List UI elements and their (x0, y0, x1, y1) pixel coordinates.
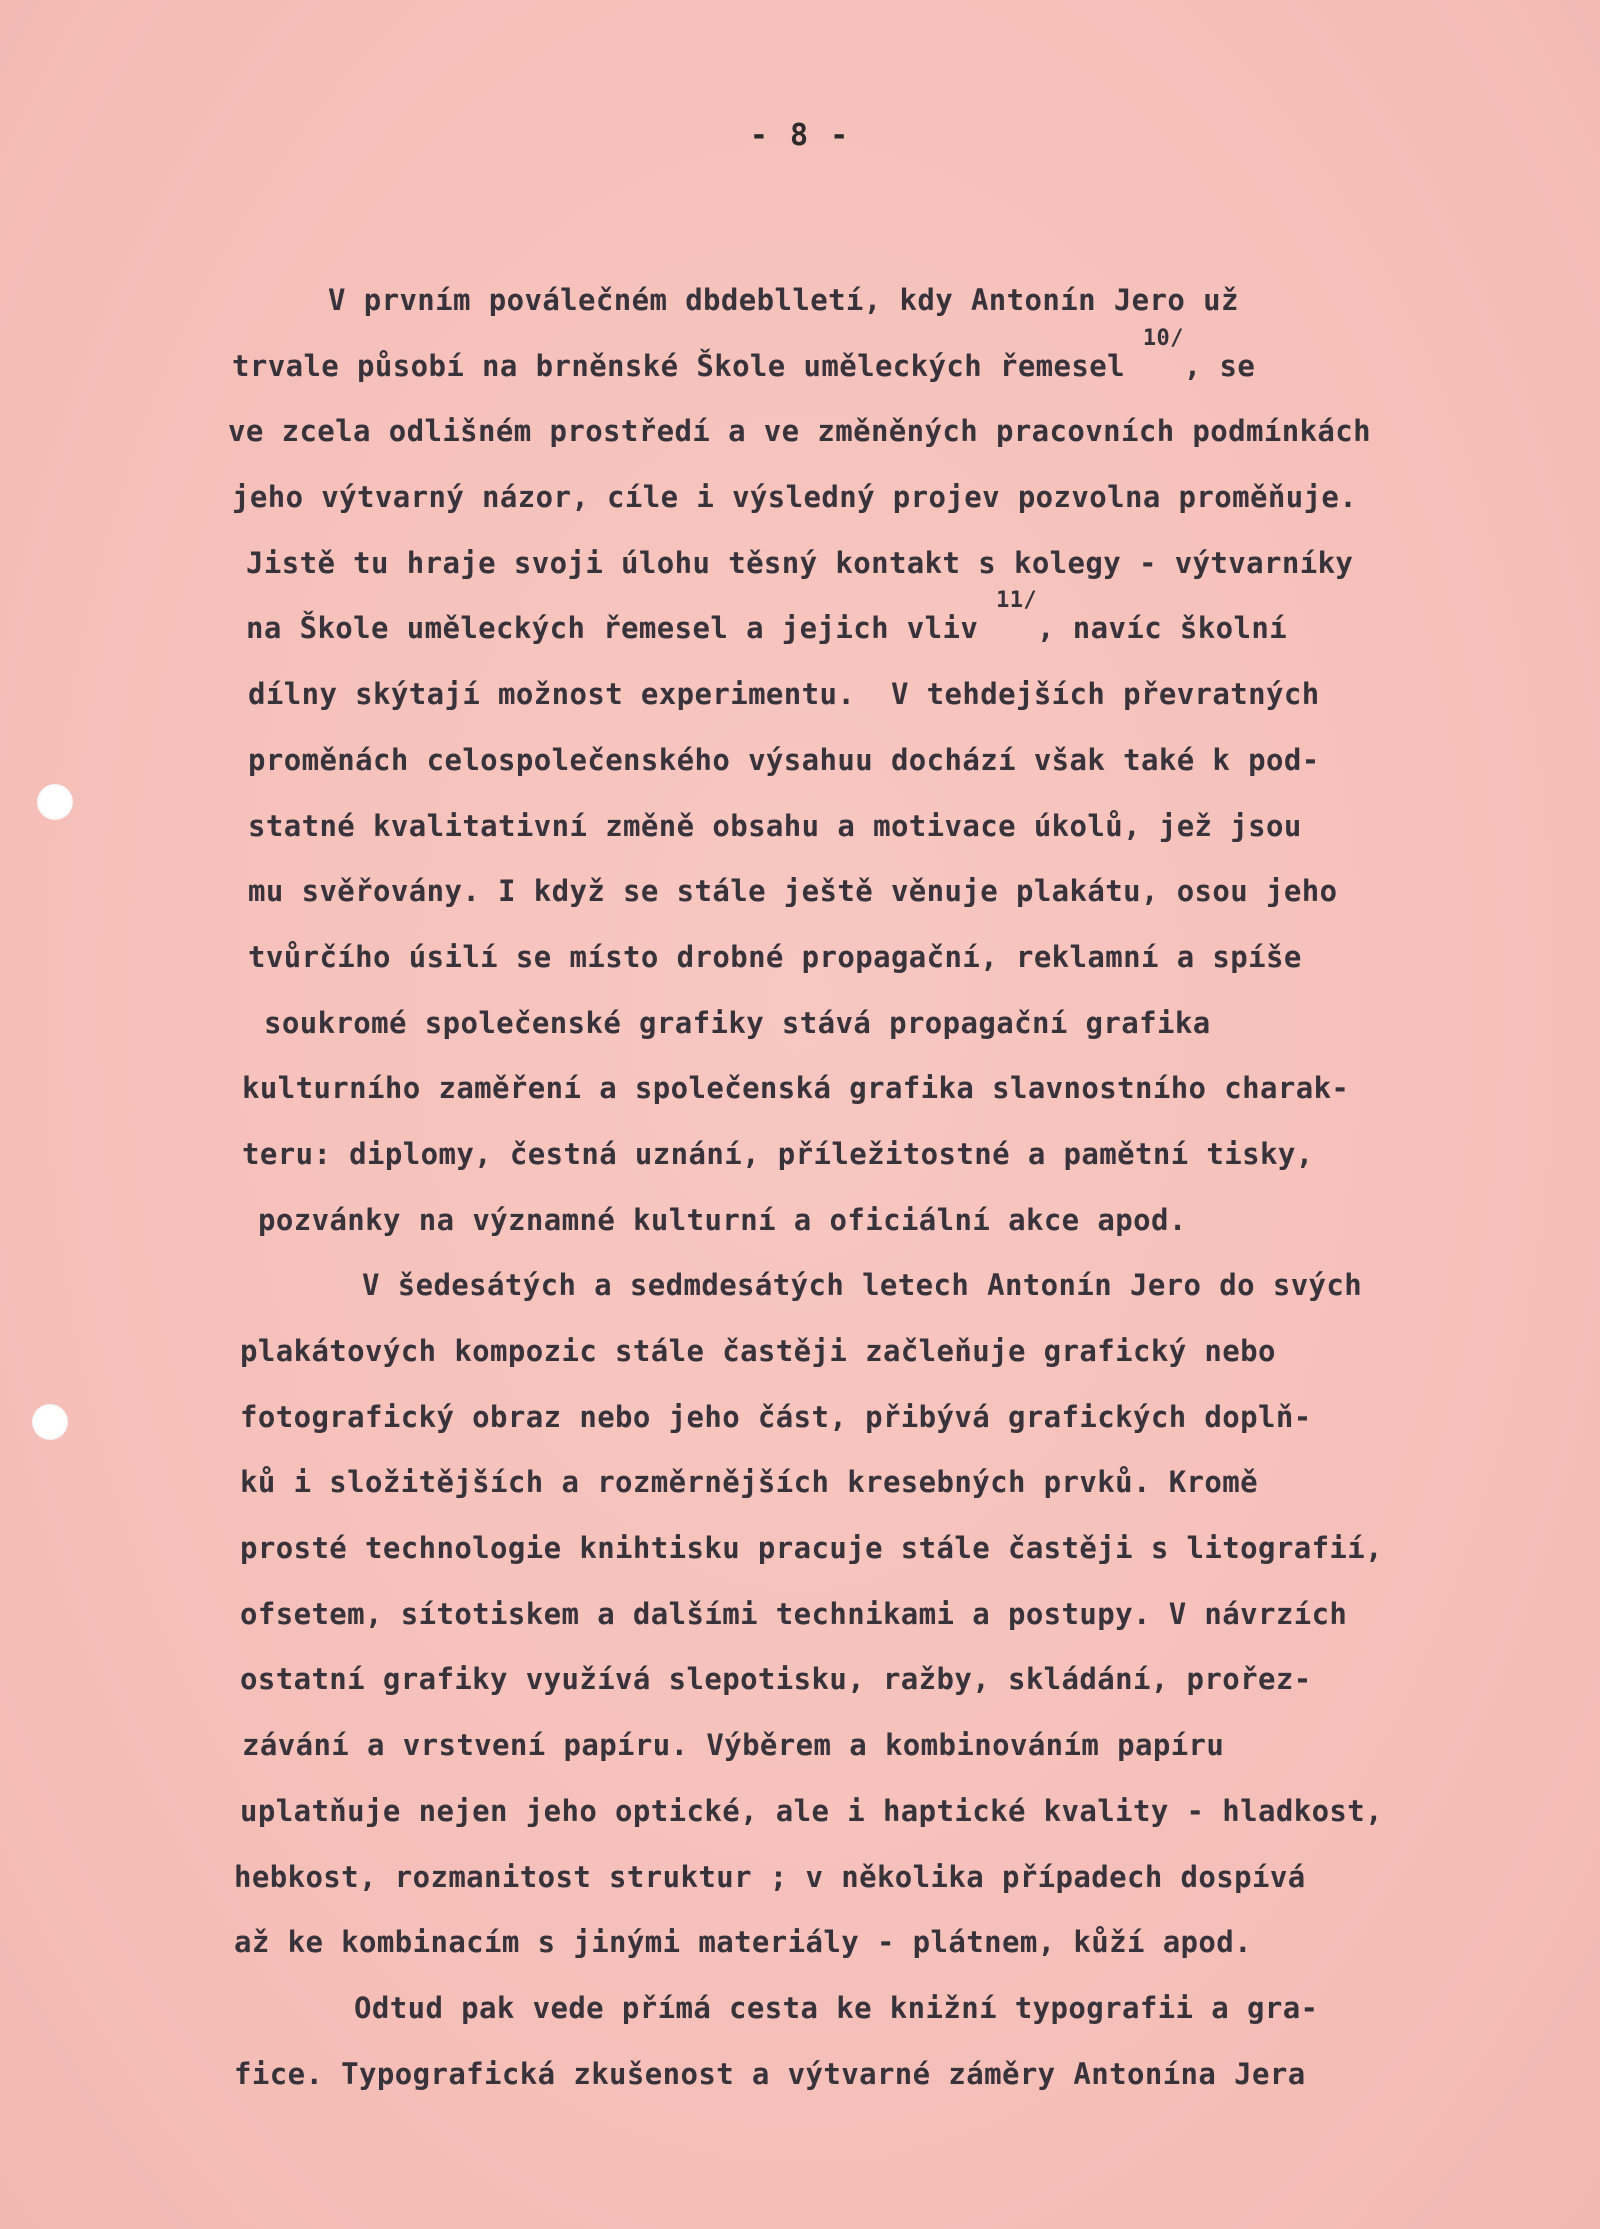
text-line (228, 1845, 1568, 1911)
line-text: jeho výtvarný názor, cíle i výsledný projev pozvolna proměňuje. (232, 480, 1358, 515)
text-line (228, 1516, 1568, 1582)
text-line (228, 1910, 1568, 1976)
text-line (228, 325, 1568, 400)
line-text: závání a vrstvení papíru. Výběrem a kombinováním papíru (242, 1728, 1225, 1763)
text-line (228, 588, 1568, 662)
text-line (228, 1976, 1568, 2042)
text-line (228, 531, 1568, 597)
text-line (228, 1779, 1568, 1845)
text-line (228, 2042, 1568, 2108)
body-text (228, 268, 1568, 2107)
text-line (228, 465, 1568, 531)
text-line (228, 1450, 1568, 1516)
line-text: V šedesátých a sedmdesátých letech Antonín Jero do svých (362, 1268, 1363, 1303)
text-line (228, 728, 1568, 794)
text-line (228, 1582, 1568, 1648)
text-line (228, 1253, 1568, 1319)
text-line (228, 925, 1568, 991)
footnote-reference: 11/ (996, 588, 1038, 614)
footnote-reference: 10/ (1142, 325, 1184, 351)
line-text: dílny skýtají možnost experimentu. V tehdejších převratných (248, 677, 1320, 712)
line-text: teru: diplomy, čestná uznání, příležitostné a pamětní tisky, (242, 1136, 1314, 1171)
text-line (228, 1713, 1568, 1779)
punch-hole (32, 1404, 68, 1440)
line-text: fotografický obraz nebo jeho část, přibývá grafických doplň- (240, 1399, 1312, 1434)
line-text: uplatňuje nejen jeho optické, ale i haptické kvality - hladkost, (240, 1793, 1384, 1828)
text-line (228, 268, 1568, 334)
line-text: ofsetem, sítotiskem a dalšími technikami a postupy. V návrzích (240, 1596, 1348, 1631)
line-text: soukromé společenské grafiky stává propagační grafika (264, 1005, 1211, 1040)
text-line (228, 1122, 1568, 1188)
line-text-continuation: , navíc školní (1037, 611, 1288, 646)
line-text: na Škole uměleckých řemesel a jejich vliv (246, 611, 997, 646)
line-text: fice. Typografická zkušenost a výtvarné záměry Antonína Jera (234, 2056, 1306, 2091)
line-text: plakátových kompozic stále častěji začleňuje grafický nebo (240, 1334, 1276, 1368)
line-text: statné kvalitativní změně obsahu a motivace úkolů, jež jsou (248, 808, 1302, 843)
text-line (228, 662, 1568, 728)
line-text: až ke kombinacím s jinými materiály - plátnem, kůží apod. (234, 1925, 1252, 1960)
line-text: ostatní grafiky využívá slepotisku, ražby, skládání, prořez- (240, 1662, 1312, 1697)
text-line (228, 1056, 1568, 1122)
text-line (228, 1385, 1568, 1451)
line-text: prosté technologie knihtisku pracuje stále častěji s litografií, (240, 1531, 1384, 1566)
text-line (228, 399, 1568, 465)
line-text: pozvánky na významné kulturní a oficiální akce apod. (258, 1202, 1187, 1237)
line-text: Odtud pak vede přímá cesta ke knižní typografii a gra- (354, 1990, 1319, 2025)
line-text: proměnách celospolečenského výsahuu dochází však také k pod- (248, 742, 1320, 777)
text-line (228, 1647, 1568, 1713)
line-text: V prvním poválečném dbdeblletí, kdy Antonín Jero už (328, 283, 1239, 317)
line-text: hebkost, rozmanitost struktur ; v několika případech dospívá (234, 1859, 1306, 1894)
page-number: - 8 - (749, 118, 851, 153)
line-text: trvale působí na brněnské Škole uměleckých řemesel (232, 348, 1143, 383)
line-text: ve zcela odlišném prostředí a ve změněných pracovních podmínkách (228, 414, 1372, 449)
line-text: ků i složitějších a rozměrnějších kresebných prvků. Kromě (240, 1465, 1258, 1500)
line-text: tvůrčího úsilí se místo drobné propagační, reklamní a spíše (248, 939, 1302, 974)
line-text: kulturního zaměření a společenská grafika slavnostního charak- (242, 1071, 1350, 1106)
line-text: mu svěřovány. I když se stále ještě věnuje plakátu, osou jeho (248, 874, 1338, 909)
text-line (228, 1188, 1568, 1254)
text-line (228, 859, 1568, 925)
punch-hole (37, 784, 73, 820)
text-line (228, 794, 1568, 860)
line-text-continuation: , se (1183, 348, 1256, 383)
text-line (228, 1319, 1568, 1385)
text-line (228, 991, 1568, 1057)
line-text: Jistě tu hraje svoji úlohu těsný kontakt s kolegy - výtvarníky (246, 545, 1354, 580)
